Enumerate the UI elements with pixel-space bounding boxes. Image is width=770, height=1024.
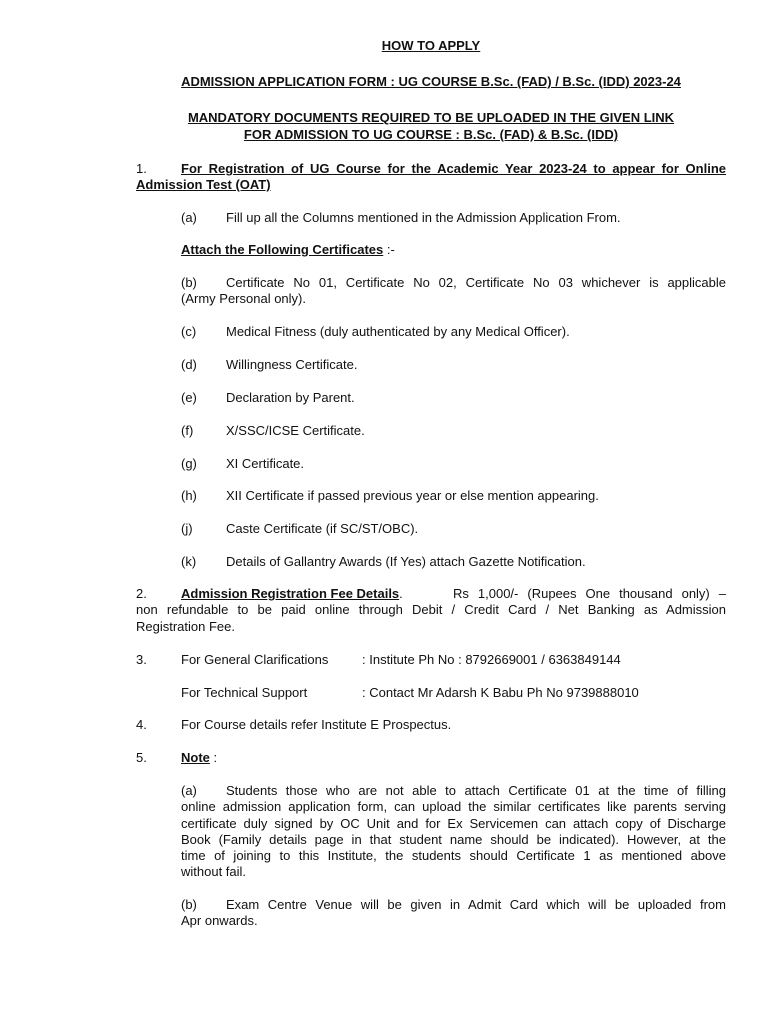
item-label: (g)	[181, 456, 197, 471]
mandatory-heading-line1: MANDATORY DOCUMENTS REQUIRED TO BE UPLOADED IN THE GIVEN LINK	[187, 110, 675, 125]
list-item	[181, 390, 355, 406]
attach-heading	[181, 242, 395, 258]
section2-title-suffix: .	[399, 586, 403, 601]
item-text: XI Certificate.	[226, 456, 305, 471]
item-text: Details of Gallantry Awards (If Yes) attach Gazette Notification.	[226, 554, 586, 569]
item-text: Declaration by Parent.	[226, 390, 355, 405]
section3-number: 3.	[136, 652, 147, 667]
item-label: (c)	[181, 324, 197, 339]
section2-title	[181, 586, 403, 602]
note-a-line: online admission application form, can upload the similar certificates like parents serving	[181, 799, 726, 814]
item-label: (k)	[181, 554, 197, 569]
item-label: (j)	[181, 521, 193, 536]
note-text: Note	[181, 750, 210, 765]
attach-heading-text: Attach the Following Certificates	[181, 242, 384, 257]
list-item	[181, 357, 358, 373]
technical-support-label: For Technical Support	[181, 685, 308, 700]
page-heading: HOW TO APPLY	[381, 38, 481, 53]
section2-line2: non refundable to be paid online through Debit / Credit Card / Net Banking as Admission	[136, 602, 726, 617]
section2-amount: Rs 1,000/- (Rupees One thousand only) –	[453, 586, 726, 601]
list-item	[181, 456, 304, 472]
general-clarifications-label: For General Clarifications	[181, 652, 329, 667]
item-label: (e)	[181, 390, 197, 405]
list-item	[181, 554, 586, 570]
note-a-line: Students those who are not able to attach Certificate 01 at the time of filling	[226, 783, 726, 798]
item-b-line1: Certificate No 01, Certificate No 02, Certificate No 03 whichever is applicable	[226, 275, 726, 290]
form-title: ADMISSION APPLICATION FORM : UG COURSE B.Sc. (FAD) / B.Sc. (IDD) 2023-24	[181, 74, 681, 89]
section2-line3: Registration Fee.	[136, 619, 235, 634]
mandatory-heading-line2: FOR ADMISSION TO UG COURSE : B.Sc. (FAD) & B.Sc. (IDD)	[243, 127, 619, 142]
item-b-label: (b)	[181, 275, 197, 290]
note-a-line: Book (Family details page in that student name should be indicated). However, at the	[181, 832, 726, 847]
note-a-line: certificate duly signed by OC Unit and for Ex Servicemen can attach copy of Discharge	[181, 816, 726, 831]
general-clarifications-value: : Institute Ph No : 8792669001 / 6363849144	[362, 652, 621, 667]
note-a-line: without fail.	[181, 864, 247, 879]
note-a-line: time of joining to this Institute, the students should Certificate 1 as mentioned above	[181, 848, 726, 863]
technical-support-value: : Contact Mr Adarsh K Babu Ph No 9739888010	[362, 685, 639, 700]
section5-number: 5.	[136, 750, 147, 765]
item-label: (d)	[181, 357, 197, 372]
section1-title-line2: Admission Test (OAT)	[136, 177, 271, 192]
list-item	[181, 324, 570, 340]
section4-text: For Course details refer Institute E Prospectus.	[181, 717, 452, 732]
list-item	[181, 423, 365, 439]
item-text: Medical Fitness (duly authenticated by any Medical Officer).	[226, 324, 570, 339]
item-text: Willingness Certificate.	[226, 357, 358, 372]
item-label: (f)	[181, 423, 194, 438]
list-item	[181, 488, 599, 504]
section1-number: 1.	[136, 161, 147, 176]
note-b-line2: Apr onwards.	[181, 913, 258, 928]
note-a-label: (a)	[181, 783, 197, 798]
item-a-text: Fill up all the Columns mentioned in the Admission Application From.	[226, 210, 621, 225]
item-label: (h)	[181, 488, 197, 503]
item-text: Caste Certificate (if SC/ST/OBC).	[226, 521, 419, 536]
section1-title-line1: For Registration of UG Course for the Academic Year 2023-24 to appear for Online	[181, 161, 726, 176]
item-b-line2: (Army Personal only).	[181, 291, 306, 306]
section2-title-text: Admission Registration Fee Details	[181, 586, 400, 601]
item-a-label: (a)	[181, 210, 197, 225]
note-heading	[181, 750, 217, 766]
item-text: XII Certificate if passed previous year or else mention appearing.	[226, 488, 599, 503]
note-b-line1: Exam Centre Venue will be given in Admit Card which will be uploaded from	[226, 897, 726, 912]
attach-heading-suffix: :-	[383, 242, 395, 257]
note-b-label: (b)	[181, 897, 197, 912]
item-text: X/SSC/ICSE Certificate.	[226, 423, 365, 438]
section4-number: 4.	[136, 717, 147, 732]
section2-number: 2.	[136, 586, 147, 601]
note-suffix: :	[209, 750, 218, 765]
list-item	[181, 521, 418, 537]
